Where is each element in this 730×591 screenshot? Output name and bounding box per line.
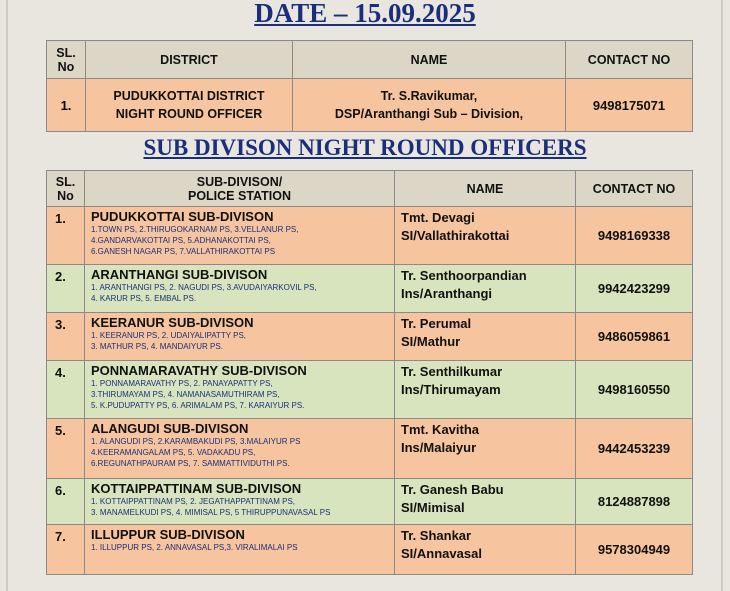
officer-name: Tmt. Kavitha: [401, 422, 480, 437]
header-name: NAME: [395, 171, 576, 207]
station-line: 4.GANDARVAKOTTAI PS, 5.ADHANAKOTTAI PS,: [91, 236, 271, 245]
name-line1: Tr. S.Ravikumar,: [380, 89, 478, 103]
header-name: NAME: [293, 41, 566, 79]
officer-name: Tr. Senthoorpandian: [401, 268, 527, 283]
officer-name: Tr. Ganesh Babu: [401, 482, 504, 497]
station-line: 4. KARUR PS, 5. EMBAL PS.: [91, 294, 197, 303]
table-header-row: [47, 171, 693, 207]
row-district: [86, 79, 293, 132]
officer-name: Tr. Shankar: [401, 528, 472, 543]
district-line2: NIGHT ROUND OFFICER: [115, 107, 263, 121]
subdivision-name: KEERANUR SUB-DIVISON: [91, 315, 254, 330]
subdivision-name: KOTTAIPPATTINAM SUB-DIVISON: [91, 481, 302, 496]
header-sl: [47, 41, 86, 79]
row-name: [293, 79, 566, 132]
row-contact: 9498160550: [576, 361, 693, 419]
subdivision-name: ARANTHANGI SUB-DIVISON: [91, 267, 268, 282]
row-officer: [395, 361, 576, 419]
sub-division-table: [46, 170, 693, 575]
station-line: 5. K.PUDUPATTY PS, 6. ARIMALAM PS, 7. KARAIYUR PS.: [91, 401, 305, 410]
station-line: 6.REGUNATHPAURAM PS, 7. SAMMATTIVIDUTHI PS.: [91, 459, 290, 468]
officer-post: SI/Mimisal: [401, 500, 465, 515]
officer-post: Ins/Malaiyur: [401, 440, 477, 455]
row-sl: 3.: [47, 313, 85, 361]
row-contact: 9942423299: [576, 265, 693, 313]
subdivision-name: ALANGUDI SUB-DIVISON: [91, 421, 249, 436]
row-contact: 9442453239: [576, 419, 693, 479]
subdivision-name: PUDUKKOTTAI SUB-DIVISON: [91, 209, 274, 224]
row-officer: [395, 525, 576, 575]
officer-post: SI/Annavasal: [401, 546, 482, 561]
station-line: 1. ALANGUDI PS, 2.KARAMBAKUDI PS, 3.MALAIYUR PS: [91, 437, 301, 446]
header-subdivision-label: SUB-DIVISON/ POLICE STATION: [187, 174, 291, 203]
station-line: 3. MANAMELKUDI PS, 4. MIMISAL PS, 5 THIRUPPUNAVASAL PS: [91, 508, 331, 517]
row-sl: 2.: [47, 265, 85, 313]
officer-post: Ins/Aranthangi: [401, 286, 493, 301]
row-officer: [395, 419, 576, 479]
row-sl: 1.: [47, 207, 85, 265]
table-row: [47, 207, 693, 265]
station-line: 1. KOTTAIPPATTINAM PS, 2. JEGATHAPPATTINAM PS,: [91, 497, 296, 506]
officer-post: SI/Mathur: [401, 334, 461, 349]
row-contact: 8124887898: [576, 479, 693, 525]
row-officer: [395, 207, 576, 265]
station-line: 1. ILLUPPUR PS, 2. ANNAVASAL PS,3. VIRALIMALAI PS: [91, 543, 298, 552]
row-subdivision: [85, 479, 395, 525]
station-line: 3. MATHUR PS, 4. MANDAIYUR PS.: [91, 342, 223, 351]
row-sl: 5.: [47, 419, 85, 479]
row-subdivision: [85, 207, 395, 265]
row-subdivision: [85, 361, 395, 419]
row-sl: 1.: [47, 79, 86, 132]
station-line: 1. PONNAMARAVATHY PS, 2. PANAYAPATTY PS,: [91, 379, 273, 388]
row-contact: 9486059861: [576, 313, 693, 361]
row-contact: 9578304949: [576, 525, 693, 575]
row-sl: 6.: [47, 479, 85, 525]
table-row: [47, 79, 693, 132]
sub-division-title: SUB DIVISON NIGHT ROUND OFFICERS: [143, 135, 587, 160]
row-subdivision: [85, 265, 395, 313]
header-sl-label: SL. No: [56, 45, 76, 74]
name-line2: DSP/Aranthangi Sub – Division,: [334, 107, 524, 121]
station-line: 4.KEERAMANGALAM PS, 5. VADAKADU PS,: [91, 448, 256, 457]
station-line: 6.GANESH NAGAR PS, 7.VALLATHIRAKOTTAI PS: [91, 247, 276, 256]
officer-name: Tr. Perumal: [401, 316, 472, 331]
header-sl: [47, 171, 85, 207]
table-row: [47, 361, 693, 419]
header-district: DISTRICT: [86, 41, 293, 79]
header-subdivision: [85, 171, 395, 207]
header-sl-label: SL. No: [55, 174, 76, 203]
page-frame-left: [6, 0, 8, 591]
row-sl: 7.: [47, 525, 85, 575]
district-line1: PUDUKKOTTAI DISTRICT: [113, 89, 265, 103]
date-title: DATE – 15.09.2025: [254, 0, 476, 28]
station-line: 1. ARANTHANGI PS, 2. NAGUDI PS, 3.AVUDAIYARKOVIL PS,: [91, 283, 317, 292]
subdivision-name: ILLUPPUR SUB-DIVISON: [91, 527, 245, 542]
table-row: [47, 419, 693, 479]
officer-name: Tr. Senthilkumar: [401, 364, 503, 379]
district-officer-table: [46, 40, 693, 132]
subdivision-name: PONNAMARAVATHY SUB-DIVISON: [91, 363, 307, 378]
station-line: 3.THIRUMAYAM PS, 4. NAMANASAMUTHIRAM PS,: [91, 390, 280, 399]
row-subdivision: [85, 313, 395, 361]
row-sl: 4.: [47, 361, 85, 419]
station-line: 1.TOWN PS, 2.THIRUGOKARNAM PS, 3.VELLANUR PS,: [91, 225, 299, 234]
row-subdivision: [85, 419, 395, 479]
row-officer: [395, 313, 576, 361]
officer-post: SI/Vallathirakottai: [401, 228, 510, 243]
table-row: [47, 265, 693, 313]
header-contact: CONTACT NO: [566, 41, 693, 79]
officer-name: Tmt. Devagi: [401, 210, 475, 225]
row-officer: [395, 265, 576, 313]
header-contact: CONTACT NO: [576, 171, 693, 207]
table-header-row: [47, 41, 693, 79]
table-row: [47, 525, 693, 575]
row-subdivision: [85, 525, 395, 575]
table-row: [47, 479, 693, 525]
station-line: 1. KEERANUR PS, 2. UDAIYALIPATTY PS,: [91, 331, 247, 340]
row-officer: [395, 479, 576, 525]
page-frame-right: [721, 0, 723, 591]
table-row: [47, 313, 693, 361]
row-contact: 9498169338: [576, 207, 693, 265]
officer-post: Ins/Thirumayam: [401, 382, 501, 397]
row-contact: 9498175071: [566, 79, 693, 132]
